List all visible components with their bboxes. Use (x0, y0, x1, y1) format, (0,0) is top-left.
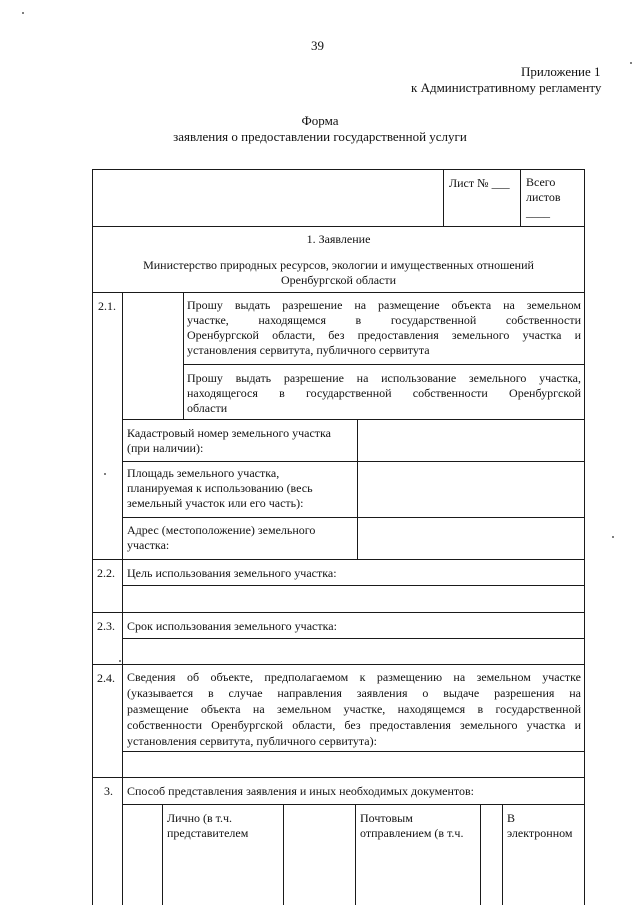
submission-method-label: Способ представления заявления и иных необходимых документов: (127, 784, 474, 798)
appendix-line-2: к Административному регламенту (411, 80, 602, 95)
form-title: Форма (301, 113, 339, 128)
usage-term-field[interactable] (124, 640, 583, 662)
submission-personal-line: Лично (в т.ч. (167, 811, 233, 825)
cadastral-label-line: Кадастровый номер земельного участка (127, 426, 331, 440)
sheet-number-label: Лист № ___ (449, 176, 510, 190)
submission-mail-line: отправлением (в т.ч. (360, 826, 464, 840)
form-subtitle: заявления о предоставлении государственной услуги (173, 129, 467, 144)
page-number: 39 (311, 38, 324, 53)
option-usage-line: области (187, 401, 228, 415)
section-1-heading: 1. Заявление (306, 232, 371, 246)
row-2-2-number: 2.2. (97, 566, 115, 580)
scan-speck (119, 660, 121, 662)
option-placement-line: Прошу выдать разрешение на размещение объекта на земельном (187, 298, 581, 312)
scan-speck (630, 62, 632, 64)
address-label-line: участка: (127, 538, 170, 552)
usage-purpose-field[interactable] (124, 587, 583, 610)
row-2-4-number: 2.4. (97, 671, 115, 685)
area-label-line: планируемая к использованию (весь (127, 481, 313, 495)
option-usage-line: Прошу выдать разрешение на использование земельного участка, (187, 371, 581, 385)
row-3-number: 3. (104, 784, 113, 798)
usage-purpose-label: Цель использования земельного участка: (127, 566, 337, 580)
submission-personal-line: представителем (167, 826, 249, 840)
address-label-line: Адрес (местоположение) земельного (127, 523, 316, 537)
address-field[interactable] (359, 519, 583, 557)
scan-speck (22, 12, 24, 14)
option-usage-line: находящегося в государственной собственности Оренбургской (187, 386, 581, 400)
object-info-line: (указывается в случае направления заявления о выдаче разрешения на (127, 686, 581, 700)
row-2-3-number: 2.3. (97, 619, 115, 633)
option-placement-line: участке, находящемся в государственной собственности (187, 313, 581, 327)
scan-speck (104, 473, 106, 475)
submission-electronic-checkbox[interactable] (482, 806, 501, 905)
object-info-line: собственности Оренбургской области, без предоставления земельного участка и (127, 718, 581, 732)
total-sheets-blank: ____ (526, 205, 550, 219)
object-info-field[interactable] (124, 753, 583, 775)
submission-mail-line: Почтовым (360, 811, 413, 825)
object-info-line: Сведения об объекте, предполагаемом к размещению на земельном участке (127, 670, 581, 684)
area-field[interactable] (359, 463, 583, 515)
area-label-line: Площадь земельного участка, (127, 466, 280, 480)
option-usage-checkbox[interactable] (124, 366, 181, 417)
option-placement-line: установления сервитута, публичного сервитута (187, 343, 430, 357)
submission-personal-checkbox[interactable] (124, 806, 161, 905)
cadastral-label-line: (при наличии): (127, 441, 204, 455)
object-info-line: размещение объекта на земельном участке, находящемся в государственной (127, 702, 581, 716)
ministry-line-2: Оренбургской области (280, 273, 397, 287)
submission-mail-checkbox[interactable] (285, 806, 354, 905)
usage-term-label: Срок использования земельного участка: (127, 619, 337, 633)
total-sheets-label-2: листов (526, 190, 561, 204)
row-2-1-number: 2.1. (98, 299, 116, 313)
total-sheets-label-1: Всего (526, 175, 556, 189)
option-placement-line: Оренбургской области, без предоставления земельного участка и (187, 328, 581, 342)
submission-electronic-line: электронном (507, 826, 573, 840)
cadastral-number-field[interactable] (359, 421, 583, 459)
appendix-line-1: Приложение 1 (521, 64, 601, 79)
scan-speck (612, 536, 614, 538)
option-placement-checkbox[interactable] (124, 294, 181, 362)
ministry-line-1: Министерство природных ресурсов, экологии и имущественных отношений (143, 258, 534, 272)
area-label-line: земельный участок или его часть): (127, 496, 304, 510)
submission-electronic-line: В (507, 811, 516, 825)
object-info-line: установления сервитута, публичного сервитута): (127, 734, 377, 748)
